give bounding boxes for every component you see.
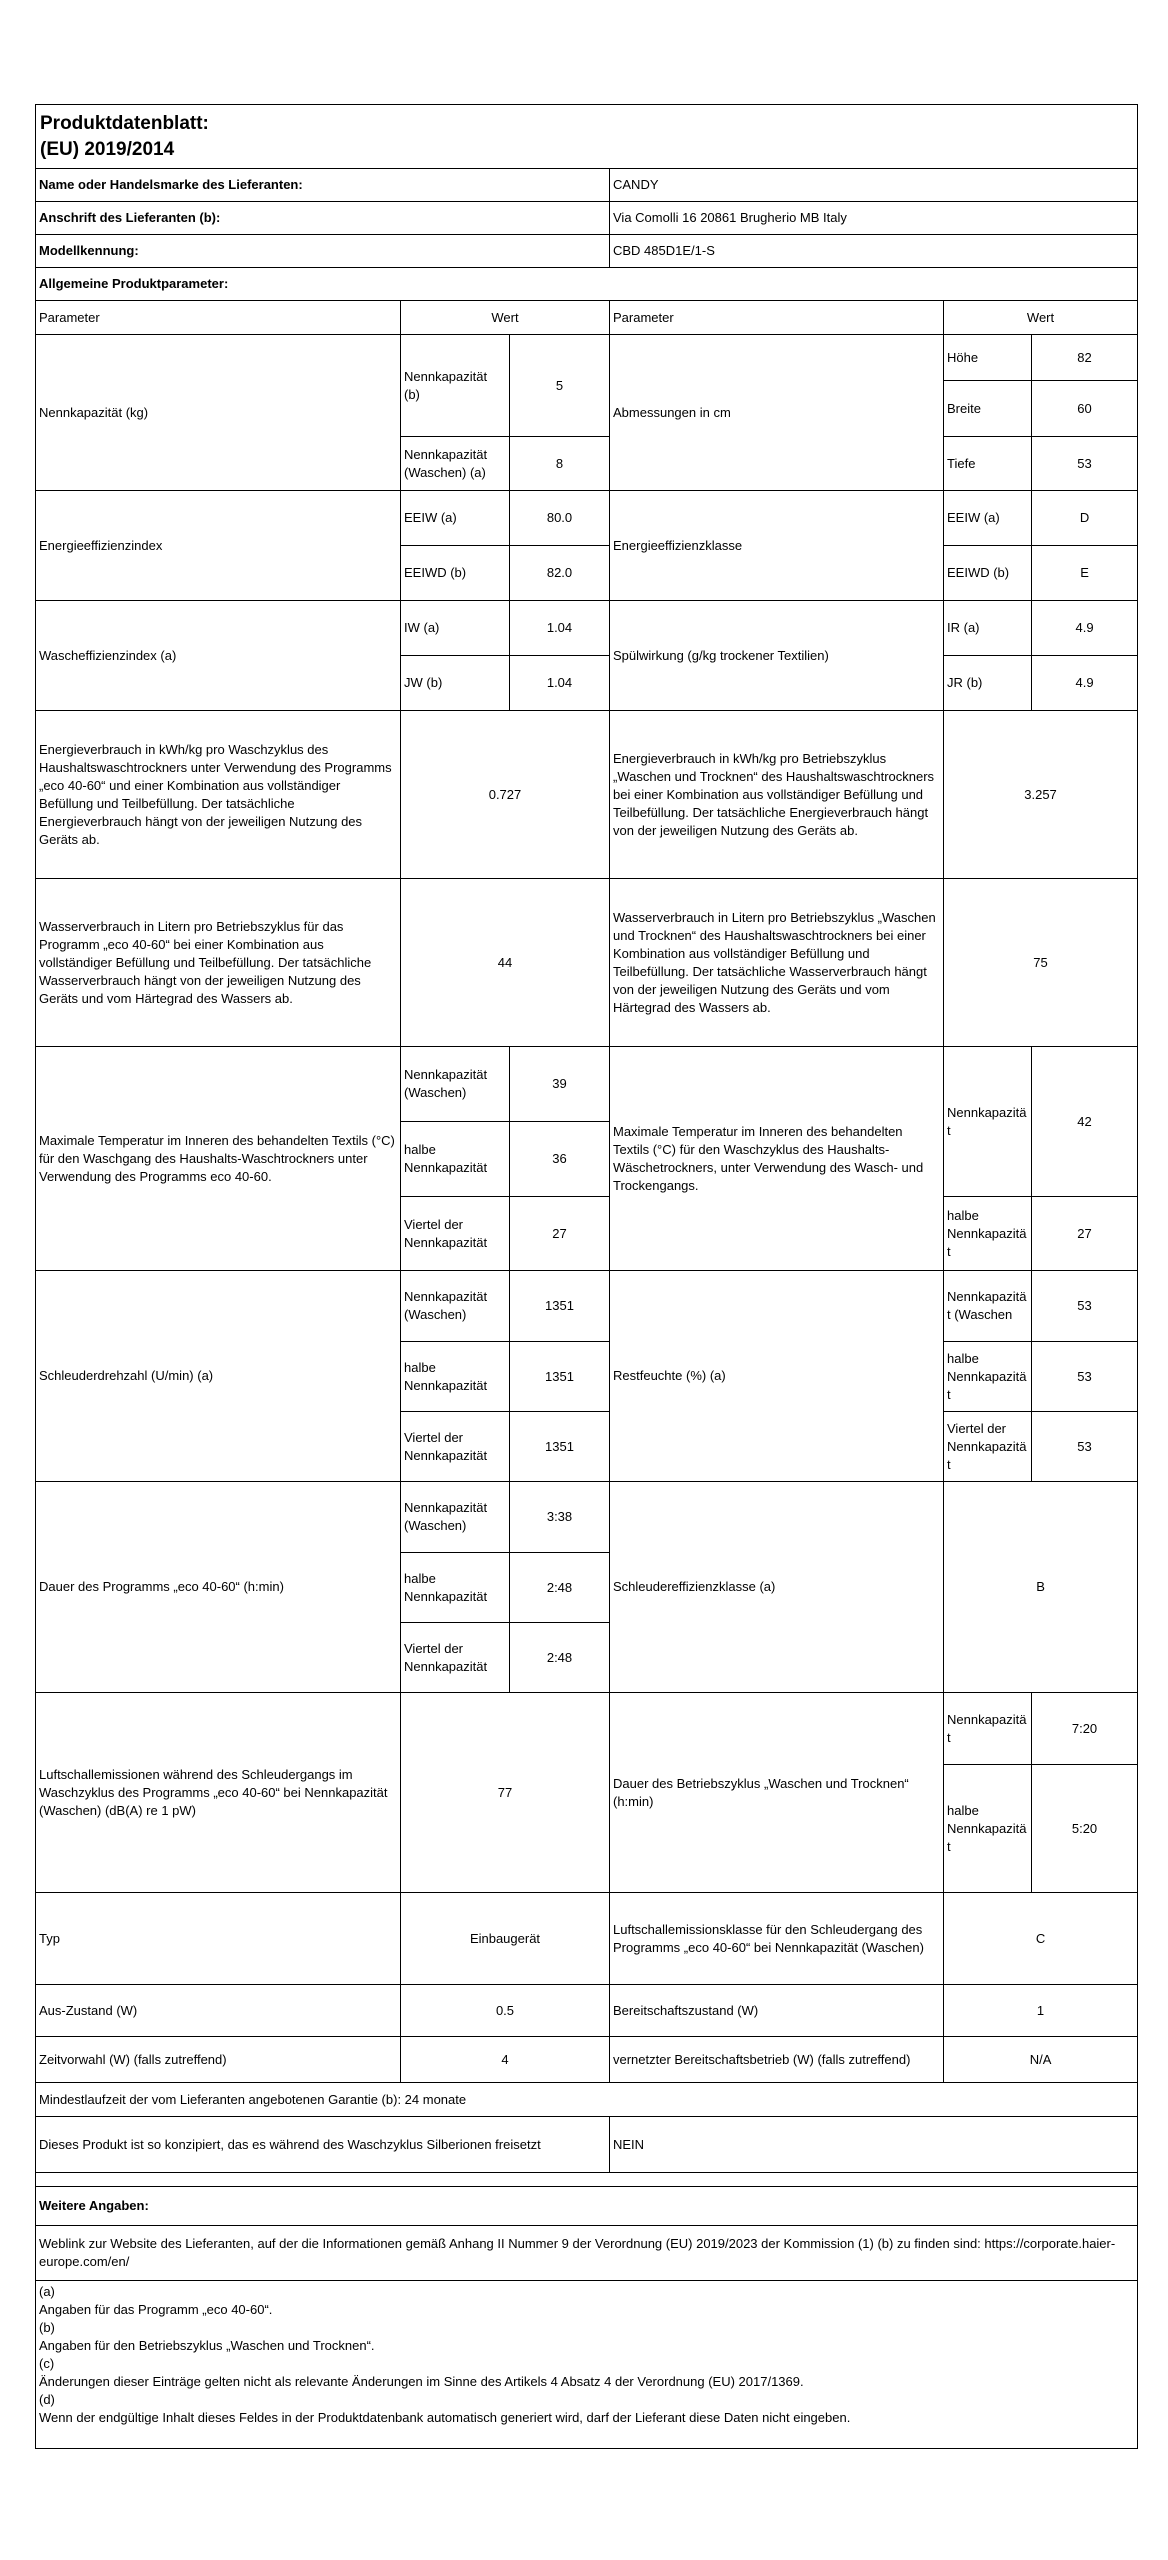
note-line: (b) bbox=[39, 2320, 55, 2335]
dimensions-label: Abmessungen in cm bbox=[610, 335, 944, 491]
width-label: Breite bbox=[944, 381, 1032, 437]
note-line: (a) bbox=[39, 2284, 55, 2299]
supplier-address-label: Anschrift des Lieferanten (b): bbox=[36, 202, 610, 235]
silver-ions-label: Dieses Produkt ist so konzipiert, das es während des Waschzyklus Silberionen freisetzt bbox=[36, 2117, 610, 2173]
temp-right-label: Maximale Temperatur im Inneren des behandelten Textils (°C) für den Waschzyklus des Haushalts-Wäschetrockners, unter Verwendung des Wasch- und Trockengangs. bbox=[610, 1047, 944, 1271]
width-value: 60 bbox=[1032, 381, 1138, 437]
spin-l3-value: 1351 bbox=[510, 1412, 610, 1482]
jw-value: 1.04 bbox=[510, 656, 610, 711]
table-row bbox=[36, 1693, 1138, 1765]
duration-l2-value: 2:48 bbox=[510, 1553, 610, 1623]
spin-l1-value: 1351 bbox=[510, 1271, 610, 1342]
type-value: Einbaugerät bbox=[401, 1893, 610, 1985]
eeclass-eeiwd-value: E bbox=[1032, 546, 1138, 601]
table-row bbox=[36, 335, 1138, 381]
title-row bbox=[36, 105, 1138, 169]
temp-l1-value: 39 bbox=[510, 1047, 610, 1122]
notes-row bbox=[36, 2281, 1138, 2449]
spin-l2-label: halbe Nennkapazität bbox=[401, 1342, 510, 1412]
depth-label: Tiefe bbox=[944, 437, 1032, 491]
table-row bbox=[36, 879, 1138, 1047]
table-row bbox=[36, 1271, 1138, 1342]
ir-label: IR (a) bbox=[944, 601, 1032, 656]
eeiw-value: 80.0 bbox=[510, 491, 610, 546]
standby-label: Bereitschaftszustand (W) bbox=[610, 1985, 944, 2037]
product-data-table bbox=[35, 104, 1138, 2449]
water-right-value: 75 bbox=[944, 879, 1138, 1047]
ir-value: 4.9 bbox=[1032, 601, 1138, 656]
capacity-b-value: 5 bbox=[510, 335, 610, 437]
silver-ions-row bbox=[36, 2117, 1138, 2173]
standby-value: 1 bbox=[944, 1985, 1138, 2037]
note-line: (c) bbox=[39, 2356, 55, 2371]
table-row bbox=[36, 1893, 1138, 1985]
temp-l1-label: Nennkapazität (Waschen) bbox=[401, 1047, 510, 1122]
duration-l2-label: halbe Nennkapazität bbox=[401, 1553, 510, 1623]
networked-standby-label: vernetzter Bereitschaftsbetrieb (W) (falls zutreffend) bbox=[610, 2037, 944, 2083]
value-header-left: Wert bbox=[401, 301, 610, 335]
depth-value: 53 bbox=[1032, 437, 1138, 491]
product-data-sheet bbox=[35, 104, 1137, 2449]
duration-l3-label: Viertel der Nennkapazität bbox=[401, 1623, 510, 1693]
table-row bbox=[36, 491, 1138, 546]
temp-left-label: Maximale Temperatur im Inneren des behandelten Textils (°C) für den Waschgang des Haushalts-Waschtrockners unter Verwendung des Programms eco 40-60. bbox=[36, 1047, 401, 1271]
value-header-right: Wert bbox=[944, 301, 1138, 335]
spin-r3-value: 53 bbox=[1032, 1412, 1138, 1482]
jr-value: 4.9 bbox=[1032, 656, 1138, 711]
temp-l3-label: Viertel der Nennkapazität bbox=[401, 1197, 510, 1271]
supplier-name-value: CANDY bbox=[610, 169, 1138, 202]
noise-r1-value: 7:20 bbox=[1032, 1693, 1138, 1765]
water-right-label: Wasserverbrauch in Litern pro Betriebszyklus „Waschen und Trocknen“ des Haushaltswaschtrockners bei einer Kombination aus vollständiger Befüllung und Teilbefüllung. Der tatsächliche Wasserverbrauch hängt von der jeweiligen Nutzung des Geräts und vom Härtegrad des Wassers ab. bbox=[610, 879, 944, 1047]
noise-r2-value: 5:20 bbox=[1032, 1765, 1138, 1893]
duration-left-label: Dauer des Programms „eco 40-60“ (h:min) bbox=[36, 1482, 401, 1693]
supplier-name-row bbox=[36, 169, 1138, 202]
jr-label: JR (b) bbox=[944, 656, 1032, 711]
further-info-heading-row bbox=[36, 2187, 1138, 2226]
spin-right-label: Restfeuchte (%) (a) bbox=[610, 1271, 944, 1482]
header-row bbox=[36, 301, 1138, 335]
temp-r1-label: Nennkapazität bbox=[944, 1047, 1032, 1197]
energy-left-value: 0.727 bbox=[401, 711, 610, 879]
spin-r2-label: halbe Nennkapazität bbox=[944, 1342, 1032, 1412]
eeiwd-value: 82.0 bbox=[510, 546, 610, 601]
model-label: Modellkennung: bbox=[36, 235, 610, 268]
warranty-row bbox=[36, 2083, 1138, 2117]
iw-label: IW (a) bbox=[401, 601, 510, 656]
silver-ions-value: NEIN bbox=[610, 2117, 1138, 2173]
delay-value: 4 bbox=[401, 2037, 610, 2083]
noise-r1-label: Nennkapazität bbox=[944, 1693, 1032, 1765]
eeclass-label: Energieeffizienzklasse bbox=[610, 491, 944, 601]
spin-l2-value: 1351 bbox=[510, 1342, 610, 1412]
off-mode-label: Aus-Zustand (W) bbox=[36, 1985, 401, 2037]
temp-l2-value: 36 bbox=[510, 1122, 610, 1197]
energy-left-label: Energieverbrauch in kWh/kg pro Waschzyklus des Haushaltswaschtrockners unter Verwendung des Programms „eco 40-60“ und einer Kombination aus vollständiger Befüllung und Teilbefüllung. Der tatsächliche Energieverbrauch hängt von der jeweiligen Nutzung des Geräts ab. bbox=[36, 711, 401, 879]
further-info-heading: Weitere Angaben: bbox=[36, 2187, 1138, 2226]
duration-right-value: B bbox=[944, 1482, 1138, 1693]
param-header-left: Parameter bbox=[36, 301, 401, 335]
spin-r1-label: Nennkapazität (Waschen bbox=[944, 1271, 1032, 1342]
capacity-b-label: Nennkapazität (b) bbox=[401, 335, 510, 437]
height-label: Höhe bbox=[944, 335, 1032, 381]
duration-l1-value: 3:38 bbox=[510, 1482, 610, 1553]
iw-value: 1.04 bbox=[510, 601, 610, 656]
temp-l3-value: 27 bbox=[510, 1197, 610, 1271]
temp-r1-value: 42 bbox=[1032, 1047, 1138, 1197]
eeclass-eeiwd-label: EEIWD (b) bbox=[944, 546, 1032, 601]
capacity-a-label: Nennkapazität (Waschen) (a) bbox=[401, 437, 510, 491]
energy-right-value: 3.257 bbox=[944, 711, 1138, 879]
duration-right-label: Schleudereffizienzklasse (a) bbox=[610, 1482, 944, 1693]
networked-standby-value: N/A bbox=[944, 2037, 1138, 2083]
duration-l1-label: Nennkapazität (Waschen) bbox=[401, 1482, 510, 1553]
weblink-text: Weblink zur Website des Lieferanten, auf der die Informationen gemäß Anhang II Nummer 9 der Verordnung (EU) 2019/2023 der Kommission (1) (b) zu finden sind: https://corporate.haier-europe.com/en/ bbox=[36, 2226, 1138, 2281]
table-row bbox=[36, 711, 1138, 879]
temp-l2-label: halbe Nennkapazität bbox=[401, 1122, 510, 1197]
noise-r2-label: halbe Nennkapazität bbox=[944, 1765, 1032, 1893]
spin-left-label: Schleuderdrehzahl (U/min) (a) bbox=[36, 1271, 401, 1482]
note-line: (d) bbox=[39, 2392, 55, 2407]
temp-r2-label: halbe Nennkapazität bbox=[944, 1197, 1032, 1271]
spin-l3-label: Viertel der Nennkapazität bbox=[401, 1412, 510, 1482]
temp-r2-value: 27 bbox=[1032, 1197, 1138, 1271]
height-value: 82 bbox=[1032, 335, 1138, 381]
supplier-name-label: Name oder Handelsmarke des Lieferanten: bbox=[36, 169, 610, 202]
duration-l3-value: 2:48 bbox=[510, 1623, 610, 1693]
notes-cell bbox=[36, 2281, 1138, 2449]
table-row bbox=[36, 2037, 1138, 2083]
table-row bbox=[36, 601, 1138, 656]
eeclass-eeiw-label: EEIW (a) bbox=[944, 491, 1032, 546]
spin-r3-label: Viertel der Nennkapazität bbox=[944, 1412, 1032, 1482]
water-left-value: 44 bbox=[401, 879, 610, 1047]
water-left-label: Wasserverbrauch in Litern pro Betriebszyklus für das Programm „eco 40-60“ bei einer Kombination aus vollständiger Befüllung und Teilbefüllung. Der tatsächliche Wasserverbrauch hängt von der jeweiligen Nutzung des Geräts und vom Härtegrad des Wassers ab. bbox=[36, 879, 401, 1047]
capacity-a-value: 8 bbox=[510, 437, 610, 491]
general-params-label: Allgemeine Produktparameter: bbox=[36, 268, 1138, 301]
jw-label: JW (b) bbox=[401, 656, 510, 711]
noise-left-value: 77 bbox=[401, 1693, 610, 1893]
eeiw-label: EEIW (a) bbox=[401, 491, 510, 546]
spin-r2-value: 53 bbox=[1032, 1342, 1138, 1412]
spin-l1-label: Nennkapazität (Waschen) bbox=[401, 1271, 510, 1342]
delay-label: Zeitvorwahl (W) (falls zutreffend) bbox=[36, 2037, 401, 2083]
noise-class-value: C bbox=[944, 1893, 1138, 1985]
eeiwd-label: EEIWD (b) bbox=[401, 546, 510, 601]
model-row bbox=[36, 235, 1138, 268]
off-mode-value: 0.5 bbox=[401, 1985, 610, 2037]
param-header-right: Parameter bbox=[610, 301, 944, 335]
rinse-label: Spülwirkung (g/kg trockener Textilien) bbox=[610, 601, 944, 711]
note-line: Angaben für den Betriebszyklus „Waschen und Trocknen“. bbox=[39, 2338, 375, 2353]
warranty-text: Mindestlaufzeit der vom Lieferanten angebotenen Garantie (b): 24 monate bbox=[36, 2083, 1138, 2117]
page-title: Produktdatenblatt: (EU) 2019/2014 bbox=[36, 105, 1138, 169]
spacer-cell bbox=[36, 2173, 1138, 2187]
noise-left-label: Luftschallemissionen während des Schleudergangs im Waschzyklus des Programms „eco 40-60“ bei Nennkapazität (Waschen) (dB(A) re 1 pW) bbox=[36, 1693, 401, 1893]
eei-label: Energieeffizienzindex bbox=[36, 491, 401, 601]
wash-eff-label: Wascheffizienzindex (a) bbox=[36, 601, 401, 711]
noise-right-label: Dauer des Betriebszyklus „Waschen und Trocknen“ (h:min) bbox=[610, 1693, 944, 1893]
note-line: Wenn der endgültige Inhalt dieses Feldes in der Produktdatenbank automatisch generiert wird, darf der Lieferant diese Daten nicht eingeben. bbox=[39, 2410, 851, 2425]
capacity-label: Nennkapazität (kg) bbox=[36, 335, 401, 491]
table-row bbox=[36, 1482, 1138, 1553]
note-line: Änderungen dieser Einträge gelten nicht als relevante Änderungen im Sinne des Artikels 4 Absatz 4 der Verordnung (EU) 2017/1369. bbox=[39, 2374, 804, 2389]
table-row bbox=[36, 1047, 1138, 1122]
weblink-row bbox=[36, 2226, 1138, 2281]
type-label: Typ bbox=[36, 1893, 401, 1985]
table-row bbox=[36, 1985, 1138, 2037]
noise-class-label: Luftschallemissionsklasse für den Schleudergang des Programms „eco 40-60“ bei Nennkapazität (Waschen) bbox=[610, 1893, 944, 1985]
supplier-address-value: Via Comolli 16 20861 Brugherio MB Italy bbox=[610, 202, 1138, 235]
spacer-row bbox=[36, 2173, 1138, 2187]
supplier-address-row bbox=[36, 202, 1138, 235]
eeclass-eeiw-value: D bbox=[1032, 491, 1138, 546]
model-value: CBD 485D1E/1-S bbox=[610, 235, 1138, 268]
general-params-row bbox=[36, 268, 1138, 301]
spin-r1-value: 53 bbox=[1032, 1271, 1138, 1342]
energy-right-label: Energieverbrauch in kWh/kg pro Betriebszyklus „Waschen und Trocknen“ des Haushaltswaschtrockners bei einer Kombination aus vollständiger Befüllung und Teilbefüllung. Der tatsächliche Energieverbrauch hängt von der jeweiligen Nutzung des Geräts ab. bbox=[610, 711, 944, 879]
note-line: Angaben für das Programm „eco 40-60“. bbox=[39, 2302, 273, 2317]
